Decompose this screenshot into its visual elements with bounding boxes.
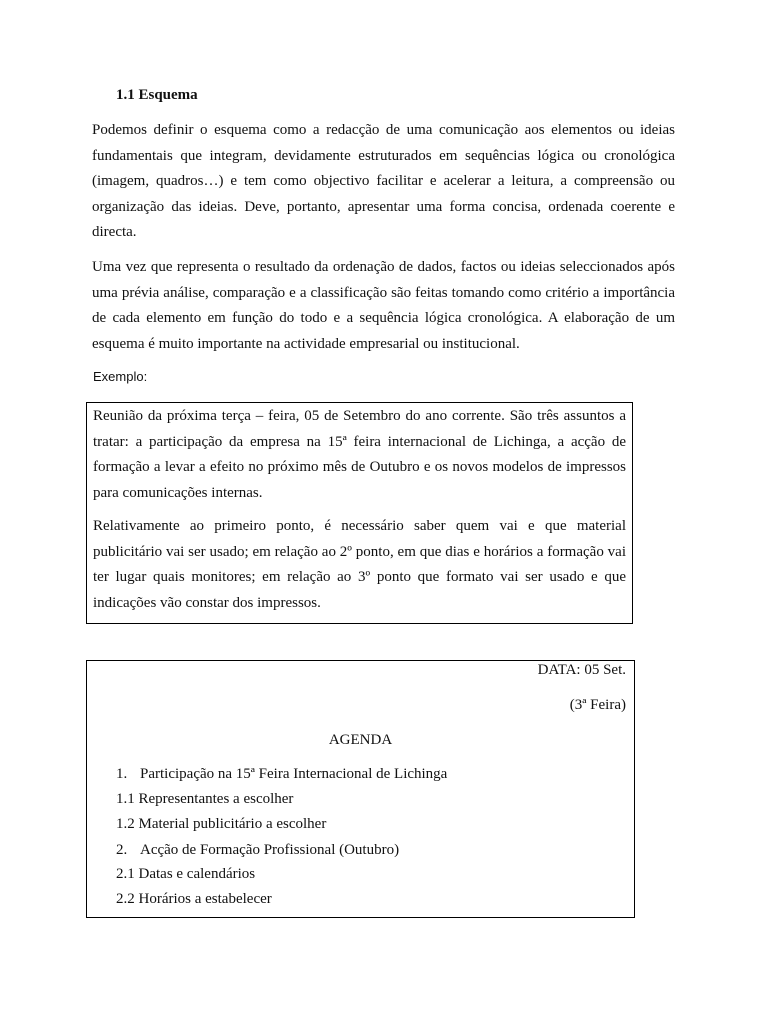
body-paragraph-1: Podemos definir o esquema como a redacção de uma comunicação aos elementos ou ideias fundamentais que integram, devidamente estruturados em sequências lógica ou cronológica (imagem, quadros…) e tem como objectivo facilitar e acelerar a leitura, a compreensão ou organização das ideias. Deve, portanto, apresentar uma forma concisa, ordenada coerente e directa. [92,122,675,240]
section-heading: 1.1 Esquema [116,87,198,103]
agenda-item [116,766,447,783]
agenda-item-text: 1.1 Representantes a escolher [116,791,294,807]
agenda-subitem [116,891,272,908]
agenda-item-number: 1. [116,766,128,782]
agenda-item-text: Acção de Formação Profissional (Outubro) [140,842,400,858]
example-paragraph-2: Relativamente ao primeiro ponto, é necessário saber quem vai e que material publicitário vai ser usado; em relação ao 2º ponto, em que dias e horários a formação vai ter lugar quais monitores; em relação ao 3º ponto que formato vai ser usado e que indicações vão constar dos impressos. [93,518,626,611]
agenda-date: DATA: 05 Set. [537,662,626,678]
agenda-subitem [116,866,255,883]
example-text-box [86,402,633,624]
agenda-item-text: 2.2 Horários a estabelecer [116,891,272,907]
agenda-subitem [116,816,326,833]
agenda-box [86,660,635,918]
agenda-item-text: 2.1 Datas e calendários [116,866,256,882]
agenda-item-text: Participação na 15ª Feira Internacional de Lichinga [140,766,448,782]
agenda-item [116,842,399,859]
agenda-subitem [116,791,293,808]
example-label: Exemplo: [93,369,148,384]
example-paragraph-1: Reunião da próxima terça – feira, 05 de Setembro do ano corrente. São três assuntos a tratar: a participação da empresa na 15ª feira internacional de Lichinga, a acção de formação a levar a efeito no próximo mês de Outubro e os novos modelos de impressos para comunicações internas. [93,408,626,501]
agenda-title: AGENDA [328,732,393,748]
body-paragraph-2: Uma vez que representa o resultado da ordenação de dados, factos ou ideias seleccionados após uma prévia análise, comparação e a classificação são feitas tomando como critério a importância de cada elemento em função do todo e a sequência lógica cronológica. A elaboração de um esquema é muito importante na actividade empresarial ou institucional. [92,259,675,352]
agenda-weekday: (3ª Feira) [569,697,626,713]
agenda-item-text: 1.2 Material publicitário a escolher [116,816,327,832]
agenda-item-number: 2. [116,842,128,858]
